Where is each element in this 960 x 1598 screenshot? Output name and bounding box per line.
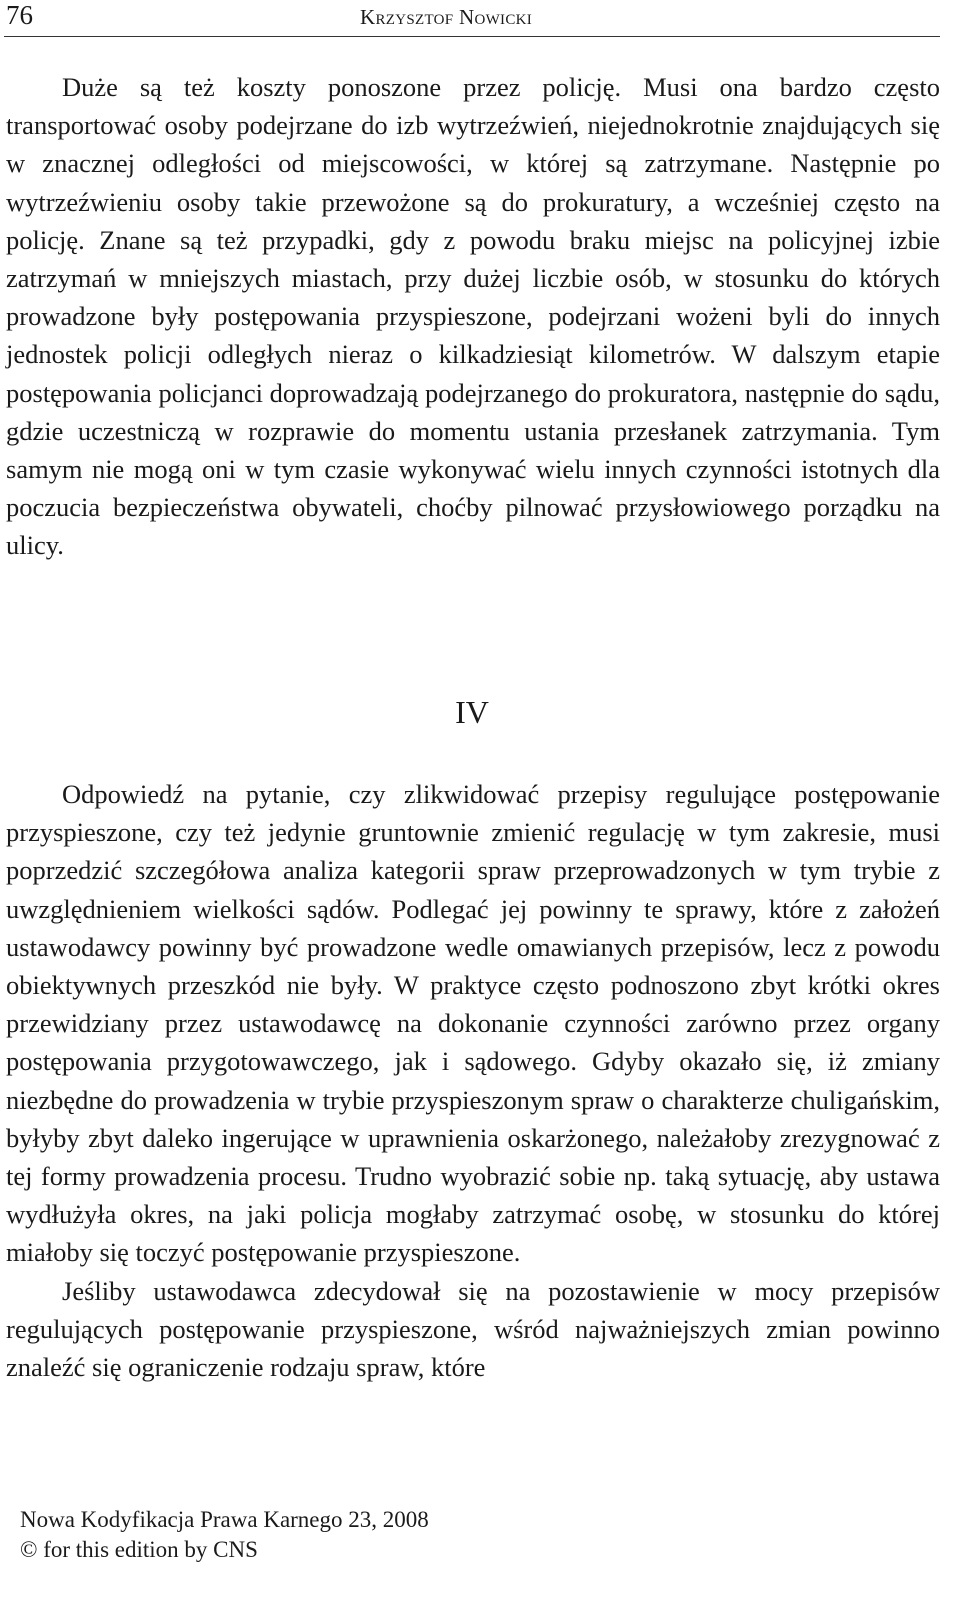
section-heading: IV xyxy=(455,694,489,730)
paragraph: Odpowiedź na pytanie, czy zlikwidować przepisy regulujące postępowanie przyspieszone, czy też jedynie gruntownie zmienić regulację w tym zakresie, musi poprzedzić szczegółowa analiza kategorii spraw przeprowadzonych w tym trybie z uwzględnieniem wielkości sądów. Podlegać jej powinny te sprawy, które z założeń ustawodawcy powinny być prowadzone wedle omawianych przepisów, lecz z powodu obiektywnych przeszkód nie były. W praktyce często podnoszono zbyt krótki okres przewidziany przez ustawodawcę na dokonanie czynności zarówno przez organy postępowania przygotowawczego, jak i sądowego. Gdyby okazało się, iż zmiany niezbędne do prowadzenia w trybie przyspieszonym spraw o charakterze chuligańskim, byłyby zbyt daleko ingerujące w uprawnienia oskarżonego, należałoby zrezygnować z tej formy prowadzenia procesu. Trudno wyobrazić sobie np. taką sytuację, aby ustawa wydłużyła okres, na jaki policja mogłaby zatrzymać osobę, w stosunku do której miałoby się toczyć postępowanie przyspieszone. xyxy=(6,779,940,1268)
text-block-after-section xyxy=(6,775,940,1386)
journal-citation: Nowa Kodyfikacja Prawa Karnego 23, 2008 xyxy=(20,1507,429,1532)
page-header xyxy=(4,0,940,37)
copyright-notice: © for this edition by CNS xyxy=(20,1537,258,1562)
paragraph: Jeśliby ustawodawca zdecydował się na pozostawienie w mocy przepisów regulujących postępowanie przyspieszone, wśród najważniejszych zmian powinno znaleźć się ograniczenie rodzaju spraw, które xyxy=(6,1275,940,1383)
page-footer xyxy=(20,1505,429,1565)
page-number: 76 xyxy=(6,0,33,30)
paragraph: Duże są też koszty ponoszone przez policję. Musi ona bardzo często transportować osoby podejrzane do izb wytrzeźwień, niejednokrotnie znajdujących się w znacznej odległości od miejscowości, w której są zatrzymane. Następnie po wytrzeźwieniu osoby takie przewożone są do prokuratury, a wcześniej często na policję. Znane są też przypadki, gdy z powodu braku miejsc na policyjnej izbie zatrzymań w mniejszych miastach, przy dużej liczbie osób, w stosunku do których prowadzone były postępowania przyspieszone, podejrzani wożeni byli do innych jednostek policji odległych nieraz o kilkadziesiąt kilometrów. W dalszym etapie postępowania policjanci doprowadzają podejrzanego do prokuratora, następnie do sądu, gdzie uczestniczą w rozprawie do momentu ustania przesłanek zatrzymania. Tym samym nie mogą oni w tym czasie wykonywać wielu innych czynności istotnych dla poczucia bezpieczeństwa obywateli, choćby pilnować przysłowiowego porządku na ulicy. xyxy=(6,72,940,561)
running-head: Krzysztof Nowicki xyxy=(360,5,533,29)
text-block-before-section xyxy=(6,68,940,565)
